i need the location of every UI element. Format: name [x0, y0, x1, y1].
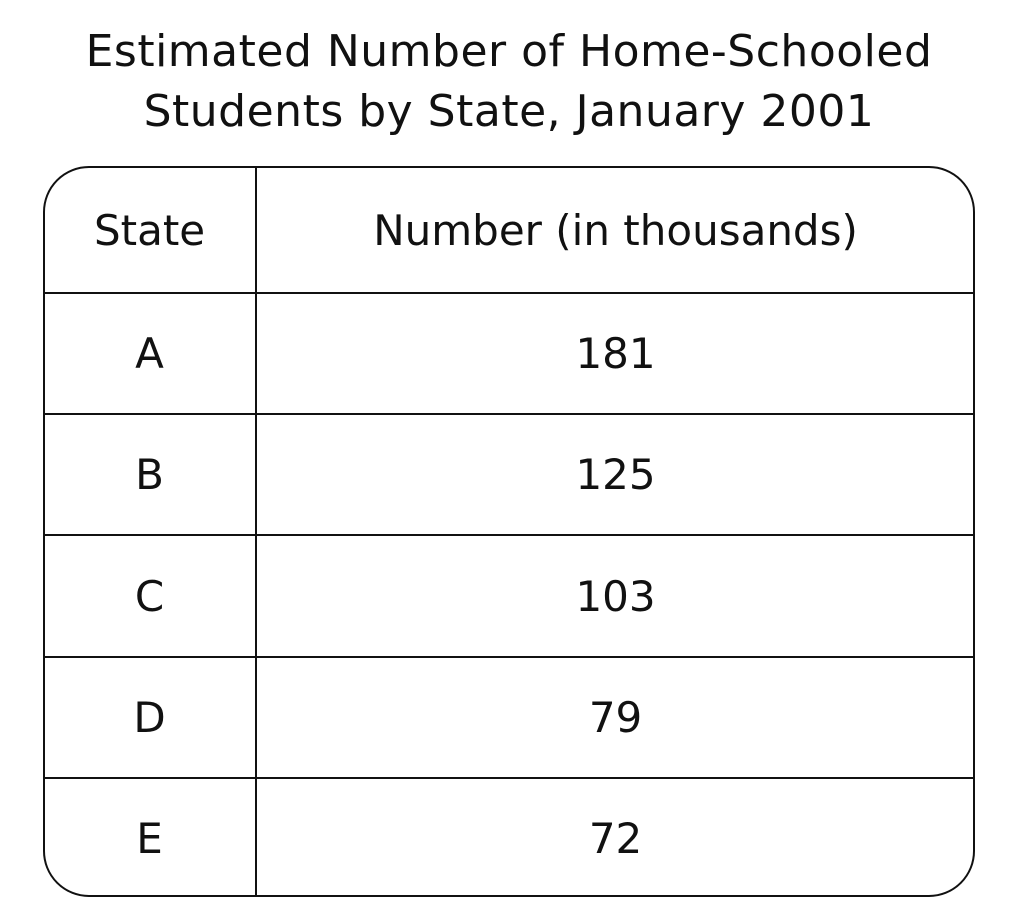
header-state: State [93, 205, 206, 255]
table-header-row [45, 168, 973, 294]
state-cell: B [135, 450, 164, 499]
table-title [0, 22, 1018, 142]
state-cell: D [133, 693, 166, 742]
header-number: Number (in thousands) [373, 205, 858, 255]
title-line-2: Students by State, January 2001 [143, 86, 875, 137]
table-row [45, 415, 973, 536]
number-cell: 79 [588, 693, 643, 742]
table-row [45, 779, 973, 897]
table-row [45, 294, 973, 415]
number-cell: 181 [575, 329, 656, 378]
number-cell: 72 [588, 813, 643, 863]
title-line-1: Estimated Number of Home-Schooled [85, 26, 933, 77]
table-row [45, 536, 973, 658]
data-table [43, 166, 975, 897]
number-cell: 125 [575, 450, 656, 499]
number-cell: 103 [575, 571, 656, 621]
state-cell: A [135, 329, 164, 378]
state-cell: C [134, 571, 165, 621]
state-cell: E [136, 813, 163, 863]
table-row [45, 658, 973, 779]
